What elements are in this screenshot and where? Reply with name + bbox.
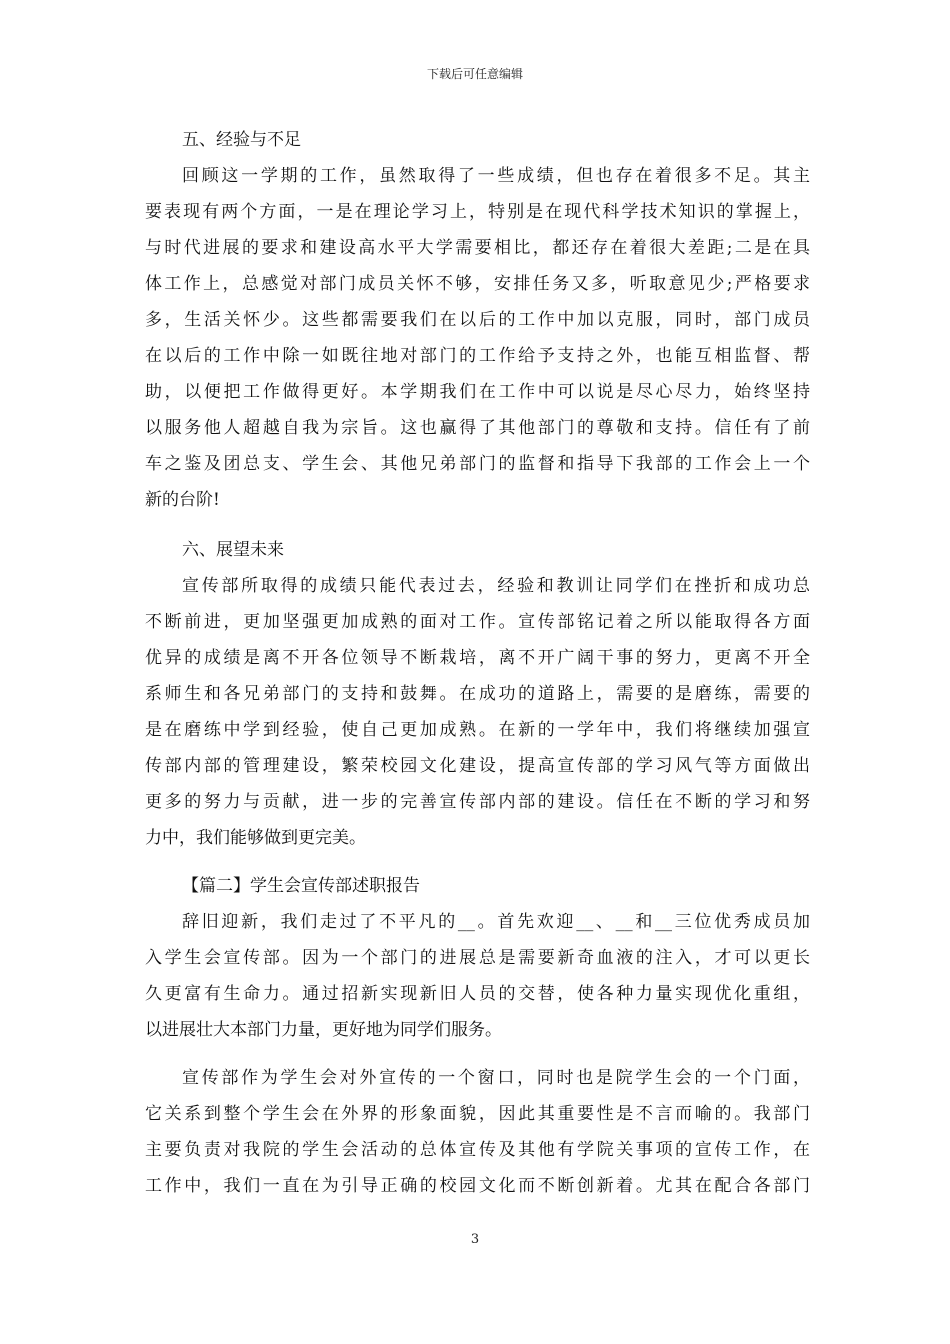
paragraph-line: 是在磨练中学到经验，使自己更加成熟。在新的一学年中，我们将继续加强宣 xyxy=(145,720,810,740)
paragraph-line: 以进展壮大本部门力量，更好地为同学们服务。 xyxy=(145,1020,502,1040)
paragraph-line: 新的台阶! xyxy=(145,490,220,510)
paragraph-line: 传部内部的管理建设，繁荣校园文化建设，提高宣传部的学习风气等方面做出 xyxy=(145,756,810,776)
paragraph-line: 力中，我们能够做到更完美。 xyxy=(145,828,366,848)
paragraph-line: 入学生会宣传部。因为一个部门的进展总是需要新奇血液的注入，才可以更长 xyxy=(145,948,810,968)
paragraph-line: 宣传部作为学生会对外宣传的一个窗口，同时也是院学生会的一个门面， xyxy=(182,1068,810,1088)
page-header-note: 下载后可任意编辑 xyxy=(426,67,523,81)
paragraph-line: 主要负责对我院的学生会活动的总体宣传及其他有学院关事项的宣传工作，在 xyxy=(145,1140,810,1160)
paragraph-line: 不断前进，更加坚强更加成熟的面对工作。宣传部铭记着之所以能取得各方面 xyxy=(145,612,810,632)
section-five-heading: 五、经验与不足 xyxy=(182,130,301,150)
paragraph-line: 要表现有两个方面，一是在理论学习上，特别是在现代科学技术知识的掌握上， xyxy=(145,202,810,222)
part-two-heading: 【篇二】学生会宣传部述职报告 xyxy=(182,876,420,896)
paragraph-line: 更多的努力与贡献，进一步的完善宣传部内部的建设。信任在不断的学习和努 xyxy=(145,792,810,812)
paragraph-line: 它关系到整个学生会在外界的形象面貌，因此其重要性是不言而喻的。我部门 xyxy=(145,1104,810,1124)
page-number: 3 xyxy=(470,1232,480,1247)
paragraph-line: 回顾这一学期的工作，虽然取得了一些成绩，但也存在着很多不足。其主 xyxy=(182,166,810,186)
paragraph-line: 车之鉴及团总支、学生会、其他兄弟部门的监督和指导下我部的工作会上一个 xyxy=(145,454,810,474)
paragraph-line: 系师生和各兄弟部门的支持和鼓舞。在成功的道路上，需要的是磨练，需要的 xyxy=(145,684,810,704)
paragraph-line: 在以后的工作中除一如既往地对部门的工作给予支持之外，也能互相监督、帮 xyxy=(145,346,810,366)
paragraph-line: 多，生活关怀少。这些都需要我们在以后的工作中加以克服，同时，部门成员 xyxy=(145,310,810,330)
paragraph-line: 宣传部所取得的成绩只能代表过去，经验和教训让同学们在挫折和成功总 xyxy=(182,576,810,596)
section-six-heading: 六、展望未来 xyxy=(182,540,284,560)
paragraph-line: 与时代进展的要求和建设高水平大学需要相比，都还存在着很大差距;二是在具 xyxy=(145,238,810,258)
paragraph-line: 辞旧迎新，我们走过了不平凡的__。首先欢迎__、__和__三位优秀成员加 xyxy=(182,912,810,932)
paragraph-line: 久更富有生命力。通过招新实现新旧人员的交替，使各种力量实现优化重组， xyxy=(145,984,810,1004)
paragraph-line: 体工作上，总感觉对部门成员关怀不够，安排任务又多，听取意见少;严格要求 xyxy=(145,274,810,294)
paragraph-line: 工作中，我们一直在为引导正确的校园文化而不断创新着。尤其在配合各部门 xyxy=(145,1176,810,1196)
paragraph-line: 优异的成绩是离不开各位领导不断栽培，离不开广阔干事的努力，更离不开全 xyxy=(145,648,810,668)
paragraph-line: 以服务他人超越自我为宗旨。这也赢得了其他部门的尊敬和支持。信任有了前 xyxy=(145,418,810,438)
paragraph-line: 助，以便把工作做得更好。本学期我们在工作中可以说是尽心尽力，始终坚持 xyxy=(145,382,810,402)
